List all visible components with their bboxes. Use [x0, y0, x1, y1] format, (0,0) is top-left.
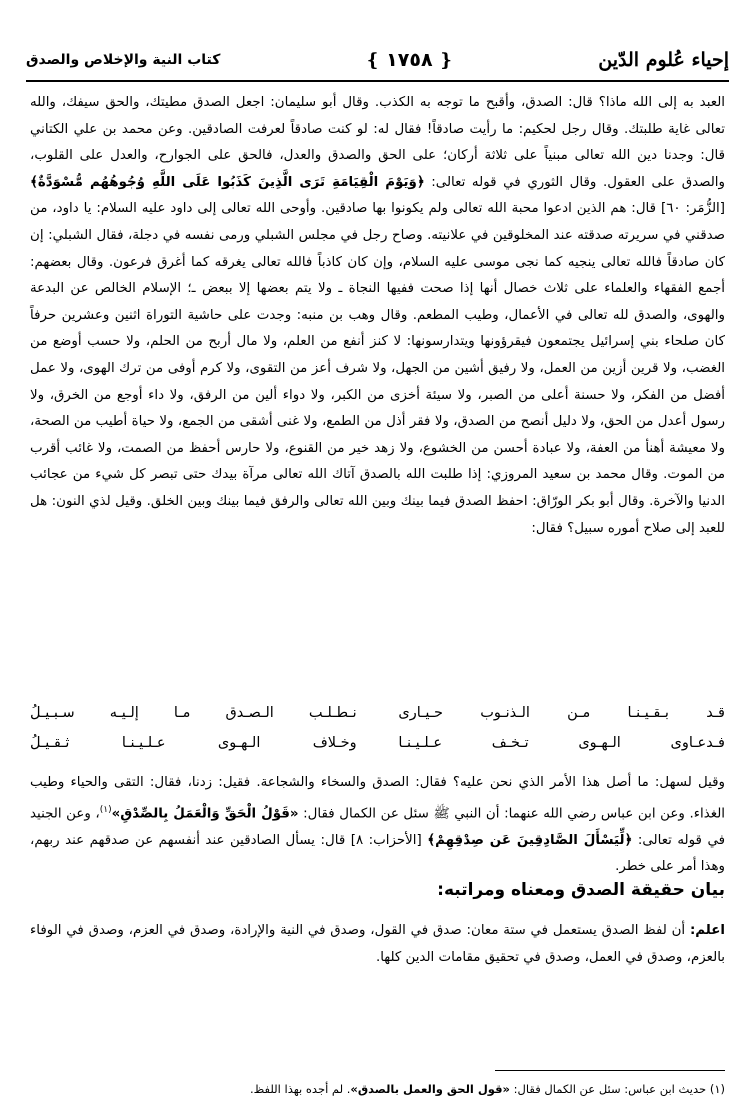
page-number-block — [365, 49, 454, 71]
footnote-text-after: . لم أجده بهذا اللفظ. — [249, 1082, 351, 1096]
poem-verse-1 — [30, 698, 725, 728]
chapter-title: كتاب النية والإخلاص والصدق — [26, 52, 221, 68]
page-number: ١٧٥٨ — [386, 49, 433, 71]
paragraph-3-text: وقيل لسهل: ما أصل هذا الأمر الذي نحن عليه؟ فقال: الصدق والسخاء والشجاعة. فقيل: زدنا، فقال: التقى والحياء وطيب الغذاء. وعن ابن عباس رضي الله عنهما: أن النبي ﷺ سئل عن الكمال فقال: — [30, 775, 726, 822]
paragraph-2-text: قال: هم الذين ادعوا محبة الله تعالى ولم يكونوا بها صادقين. وأوحى الله تعالى إلى داود عليه السلام: يا داود، من صدقني في سريرته صدقته عند المخلوقين في علانيته. وصاح رجل في مجلس الشبلي ورمى نفسه في دجلة، فقال الشبلي: إن كان صادقاً فالله تعالى ينجيه كما نجى موسى عليه السلام، وإن كان كاذباً فالله تعالى يغرقه كما أغرق فرعون. وقال بعضهم: أجمع الفقهاء والعلماء على ثلاث خصال أنها إذا صحت ففيها النجاة ـ ولا يتم بعضها إلا ببعض ـ؛ الإسلام الخالص عن البدعة والهوى، والصدق لله تعالى في الأعمال، وطيب المطعم. وقال وهب بن منبه: وجدت على حاشية التوراة اثنين وعشرين حرفاً كان صلحاء بني إسرائيل يجتمعون فيقرؤونها ويتدارسونها: لا كنز أنفع من العلم، ولا مال أربح من الحلم، ولا حسب أوضع من الغضب، ولا قرين أزين من العمل، ولا رفيق أشين من الجهل، ولا شرف أعز من التقوى، ولا كرم أوفى من ترك الهوى، ولا عمل أفضل من الفكر، ولا حسنة أعلى من الصبر، ولا سيئة أخزى من الكبر، ولا دواء ألين من الرفق، ولا داء أوجع من الخرق، ولا رسول أعدل من الحق، ولا دليل أنصح من الصدق، ولا فقر أذل من الطمع، ولا غنى أشقى من الجمع، ولا حياة أطيب من الصحة، ولا معيشة أهنأ من العفة، ولا عبادة أحسن من الخشوع، ولا زهد خير من القنوع، ولا حارس أحفظ من الصمت، ولا غائب أقرب من الموت. وقال محمد بن سعيد المروزي: إذا طلبت الله بالصدق آتاك الله تعالى مرآة بيدك حتى تبصر كل شيء من عجائب الدنيا والآخرة. وقال أبو بكر الورّاق: احفظ الصدق فيما بينك وبين الله تعالى والرفق فيما بينك وبين الخلق. وقيل لذي النون: هل للعبد إلى صلاح أموره سبيل؟ فقال: — [30, 201, 725, 536]
ornament-right-icon: ❴ — [438, 49, 454, 71]
paragraph-1-text: العبد به إلى الله ماذا؟ قال: الصدق، وأقبح ما توجه به الكذب. وقال أبو سليمان: اجعل الصدق مطيتك، والحق سيفك، والله تعالى غاية طلبتك. وقال رجل لحكيم: ما رأيت صادقاً! فقال له: لو كنت صادقاً لعرفت الصادقين. وعن محمد بن علي الكتاني قال: وجدنا دين الله تعالى مبنياً على ثلاثة أركان؛ على الحق والصدق والعدل، فالحق على الجوارح، والعدل على القلوب، والصدق على العقول. وقال الثوري في قوله تعالى: — [30, 95, 725, 190]
book-title: إحياء عُلوم الدّين — [598, 49, 729, 71]
main-text-2 — [30, 770, 725, 881]
section-text — [30, 917, 725, 971]
poem-verse-2 — [30, 728, 725, 758]
footnote-quote: «قول الحق والعمل بالصدق» — [350, 1082, 510, 1096]
footnote-number: (١) — [709, 1082, 725, 1096]
quran-verse-1: ﴿وَيَوْمَ الْقِيَامَةِ تَرَى الَّذِينَ كَذَبُوا عَلَى اللَّهِ وُجُوهُهُم مُّسْوَدَّةٌ﴾ — [30, 174, 425, 190]
hadith-quote: «قَوْلُ الْحَقِّ وَالْعَمَلُ بِالصِّدْقِ» — [111, 806, 299, 822]
verse-1-second-hemistich: نـطـلـب الـصـدق مـا إلـيـه سـبـيـلُ — [30, 705, 357, 721]
section-paragraph: أن لفظ الصدق يستعمل في ستة معان: صدق في القول، وصدق في النية والإرادة، وصدق في العزم، وصدق في الوفاء بالعزم، وصدق في العمل، وصدق في تحقيق مقامات الدين كلها. — [30, 923, 725, 965]
ornament-left-icon: ❵ — [365, 49, 381, 71]
verse-2-second-hemistich: وخـلاف الـهـوى عـلـيـنـا ثـقـيـلُ — [30, 735, 357, 751]
quran-verse-2: ﴿لِّيَسْأَلَ الصَّادِقِينَ عَن صِدْقِهِمْ﴾ — [427, 832, 633, 848]
verse-1-first-hemistich: قـد بـقـيـنـا مـن الـذنـوب حـيـارى — [398, 705, 725, 721]
section-title: بيان حقيقة الصدق ومعناه ومراتبه: — [437, 880, 725, 900]
footnote-text-before: حديث ابن عباس: سئل عن الكمال فقال: — [513, 1082, 707, 1096]
footnote-marker[interactable]: (١) — [99, 804, 112, 815]
footnote — [30, 1079, 725, 1099]
quran-ref-1: [الزُّمَر: ٦٠] — [660, 201, 725, 217]
footnote-rule — [495, 1070, 725, 1071]
section-lead: اعلم: — [689, 923, 725, 938]
paragraph-1 — [30, 90, 725, 542]
verse-2-first-hemistich: فـدعـاوى الـهـوى تـخـف عـلـيـنـا — [398, 735, 725, 751]
paragraph-4-text: ، وعن الجنيد في قوله تعالى: — [30, 806, 726, 848]
poem — [30, 698, 725, 758]
paragraph-5-text: قال: يسأل الصادقين عند أنفسهم عن صدقهم عند ربهم، وهذا أمر على خطر. — [30, 832, 725, 875]
quran-ref-2: [الأحزاب: ٨] — [350, 832, 422, 848]
header-rule — [26, 80, 729, 82]
page-header — [26, 42, 729, 78]
main-text — [30, 90, 725, 542]
